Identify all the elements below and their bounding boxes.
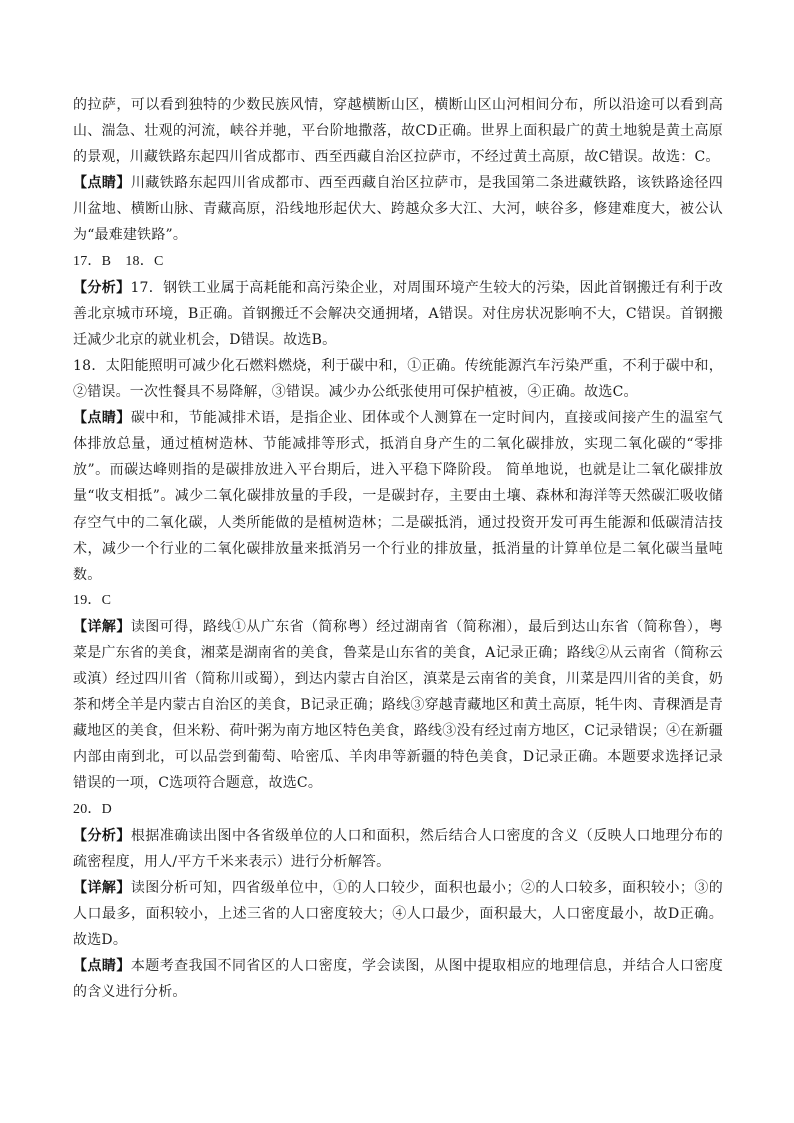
section-tag: 【详解】 (73, 879, 131, 896)
paragraph-text: 碳中和，节能减排术语，是指企业、团体或个人测算在一定时间内，直接或间接产生的温室气体排放总量，通过植树造林、节能减排等形式，抵消自身产生的二氧化碳排放，实现二氧化碳的“零排放”。而碳达峰则指的是碳排放进入平台期后，进入平稳下降阶段。 简单地说，也就是让二氧化碳排放量“收支相抵”。减少二氧化碳排放量的手段，一是碳封存，主要由土壤、森林和海洋等天然碳汇吸收储存空气中的二氧化碳，人类所能做的是植树造林；二是碳抵消，通过投资开发可再生能源和低碳清洁技术，减少一个行业的二氧化碳排放量来抵消另一个行业的排放量，抵消量的计算单位是二氧化碳当量吨数。 (73, 410, 723, 583)
paragraph-dianjing (73, 405, 723, 588)
section-tag: 【点睛】 (73, 175, 131, 192)
answer-key: 20．D (73, 801, 112, 817)
paragraph-continuation: 的拉萨，可以看到独特的少数民族风情，穿越横断山区，横断山区山河相间分布，所以沿途可以看到高山、湍急、壮观的河流，峡谷并驰，平台阶地撒落，故CD正确。世界上面积最广的黄土地貌是黄土高原的景观，川藏铁路东起四川省成都市、西至西藏自治区拉萨市，不经过黄土高原，故C错误。故选：C。 (73, 97, 723, 166)
paragraph-fenxi (73, 275, 723, 353)
section-tag: 【点睛】 (73, 958, 131, 975)
document-body (73, 92, 723, 1005)
paragraph-text: 17．钢铁工业属于高耗能和高污染企业，对周围环境产生较大的污染，因此首钢搬迁有利于改善北京城市环境，B正确。首钢搬迁不会解决交通拥堵，A错误。对住房状况影响不大，C错误。首钢搬迁减少北京的就业机会，D错误。故选B。 (73, 279, 723, 348)
answer-key: 17．B 18．C (73, 253, 164, 269)
paragraph-text: 川藏铁路东起四川省成都市、西至西藏自治区拉萨市，是我国第二条进藏铁路，该铁路途径四川盆地、横断山脉、青藏高原，沿线地形起伏大、跨越众多大江、大河，峡谷多，修建难度大，被公认为“最难建铁路”。 (73, 175, 723, 244)
paragraph-fenxi (73, 823, 723, 875)
paragraph-text: 读图可得，路线①从广东省（简称粤）经过湖南省（简称湘），最后到达山东省（简称鲁），粤菜是广东省的美食，湘菜是湖南省的美食，鲁菜是山东省的美食，A记录正确；路线②从云南省（简称云或滇）经过四川省（简称川或蜀），到达内蒙古自治区，滇菜是云南省的美食，川菜是四川省的美食，奶茶和烤全羊是内蒙古自治区的美食，B记录正确；路线③穿越青藏地区和黄土高原，牦牛肉、青稞酒是青藏地区的美食，但米粉、荷叶粥为南方地区特色美食，路线③没有经过南方地区，C记录错误；④在新疆内部由南到北，可以品尝到葡萄、哈密瓜、羊肉串等新疆的特色美食，D记录正确。本题要求选择记录错误的一项，C选项符合题意，故选C。 (73, 618, 723, 792)
paragraph-dianjing (73, 170, 723, 248)
section-tag: 【分析】 (73, 279, 131, 296)
answer-key: 19．C (73, 592, 112, 608)
paragraph-xiangjie (73, 614, 723, 797)
paragraph-dianjing (73, 953, 723, 1005)
paragraph-xiangjie (73, 875, 723, 953)
paragraph-q18: 18．太阳能照明可减少化石燃料燃烧，利于碳中和，①正确。传统能源汽车污染严重，不利于碳中和，②错误。一次性餐具不易降解，③错误。减少办公纸张使用可保护植被，④正确。故选C。 (73, 357, 723, 401)
paragraph-text: 根据准确读出图中各省级单位的人口和面积，然后结合人口密度的含义（反映人口地理分布的疏密程度，用人/平方千米来表示）进行分析解答。 (73, 827, 723, 870)
section-tag: 【详解】 (73, 618, 131, 635)
section-tag: 【点睛】 (73, 410, 131, 427)
paragraph-text: 读图分析可知，四省级单位中，①的人口较少，面积也最小；②的人口较多，面积较小；③的人口最多，面积较小，上述三省的人口密度较大；④人口最少，面积最大，人口密度最小，故D正确。故选D。 (73, 879, 723, 948)
paragraph-text: 本题考查我国不同省区的人口密度，学会读图，从图中提取相应的地理信息，并结合人口密度的含义进行分析。 (73, 958, 723, 1001)
section-tag: 【分析】 (73, 827, 131, 844)
